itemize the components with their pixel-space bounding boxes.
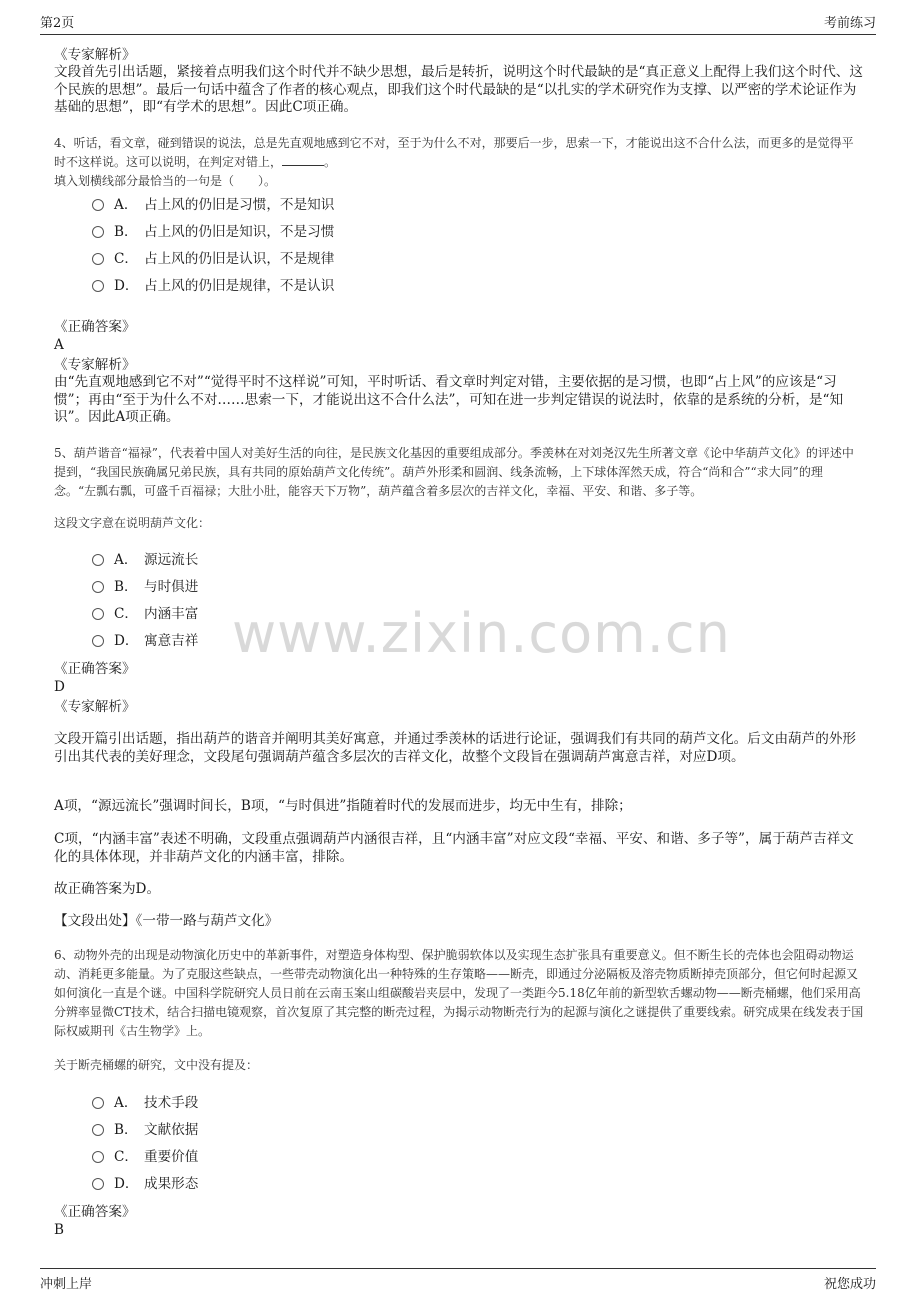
analysis-paragraph: C项，“内涵丰富”表述不明确，文段重点强调葫芦内涵很吉祥，且“内涵丰富”对应文段“幸福、平安、和谐、多子等”，属于葫芦吉祥文化的具体体现，并非葫芦文化的内涵丰富，排除。 — [54, 831, 854, 865]
radio-icon[interactable] — [92, 253, 104, 265]
radio-icon[interactable] — [92, 608, 104, 620]
answer-value: D — [54, 679, 65, 695]
question-5-stem: 5、葫芦谐音“福禄”，代表着中国人对美好生活的向往，是民族文化基因的重要组成部分。季羡林在对刘尧汉先生所著文章《论中华葫芦文化》的评述中提到，“我国民族确属兄弟民族，具有共同的原始葫芦文化传统”。葫芦外形柔和圆润、线条流畅，上下球体浑然天成，符合“尚和合”“求大同”的理念。“左瓢右瓢，可盛千百福禄；大肚小肚，能容天下万物”，葫芦蕴含着多层次的吉祥文化，幸福、平安、和谐、多子等。 — [54, 446, 854, 498]
radio-icon[interactable] — [92, 581, 104, 593]
radio-icon[interactable] — [92, 1097, 104, 1109]
question-4-prompt: 填入划横线部分最恰当的一句是（ ）。 — [54, 174, 277, 188]
footer-left-text: 冲刺上岸 — [40, 1277, 93, 1292]
question-4-stem: 4、听话，看文章，碰到错误的说法，总是先直观地感到它不对，至于为什么不对，那要后一步，思索一下，才能说出这不合什么法，而更多的是觉得平时不这样说。这可以说明，在判定对错上， 。 — [54, 136, 854, 169]
answer-tag: 《正确答案》 — [54, 1204, 136, 1220]
analysis-paragraph: A项，“源远流长”强调时间长，B项，“与时俱进”指随着时代的发展而进步，均无中生有，排除； — [54, 798, 632, 814]
analysis-tag: 《专家解析》 — [54, 47, 136, 63]
analysis-text: 由“先直观地感到它不对”“觉得平时不这样说”可知，平时听话、看文章时判定对错，主要依据的是习惯，也即“占上风”的应该是“习惯”；再由“至于为什么不对……思索一下，才能说出这不合什么法”，可知在进一步判定错误的说法时，依靠的是系统的分析，是“知识”。因此A项正确。 — [54, 374, 844, 425]
option-b[interactable]: B． 占上风的仍旧是知识，不是习惯 — [92, 223, 334, 241]
option-a[interactable]: A． 技术手段 — [92, 1094, 198, 1112]
option-d[interactable]: D． 寓意吉祥 — [92, 632, 198, 650]
page-header — [40, 0, 876, 35]
analysis-tag: 《专家解析》 — [54, 357, 136, 373]
radio-icon[interactable] — [92, 280, 104, 292]
radio-icon[interactable] — [92, 1151, 104, 1163]
option-b[interactable]: B． 文献依据 — [92, 1121, 198, 1139]
option-d[interactable]: D． 成果形态 — [92, 1175, 198, 1193]
answer-value: A — [54, 337, 64, 353]
answer-tag: 《正确答案》 — [54, 661, 136, 677]
watermark: www.zixin.com.cn — [232, 602, 731, 665]
analysis-paragraph: 故正确答案为D。 — [54, 881, 161, 897]
option-c[interactable]: C． 占上风的仍旧是认识，不是规律 — [92, 250, 334, 268]
radio-icon[interactable] — [92, 226, 104, 238]
radio-icon[interactable] — [92, 635, 104, 647]
source-note: 【文段出处】《一带一路与葫芦文化》 — [54, 913, 279, 929]
question-6-stem: 6、动物外壳的出现是动物演化历史中的革新事件，对塑造身体构型、保护脆弱软体以及实现生态扩张具有重要意义。但不断生长的壳体也会阻碍动物运动、消耗更多能量。为了克服这些缺点，一些带壳动物演化出一种特殊的生存策略——断壳，即通过分泌隔板及溶壳物质断掉壳顶部分，但它何时起源又如何演化一直是个谜。中国科学院研究人员日前在云南玉案山组碳酸岩夹层中，发现了一类距今5.18亿年前的新型软舌螺动物——断壳桶螺，他们采用高分辨率显微CT技术，结合扫描电镜观察，首次复原了其完整的断壳过程，为揭示动物断壳行为的起源与演化之谜提供了重要线索。研究成果在线发表于国际权威期刊《古生物学》上。 — [54, 948, 864, 1038]
option-c[interactable]: C． 重要价值 — [92, 1148, 198, 1166]
option-a[interactable]: A． 源远流长 — [92, 551, 198, 569]
page-number: 第2页 — [40, 16, 75, 31]
option-a[interactable]: A． 占上风的仍旧是习惯，不是知识 — [92, 196, 334, 214]
option-c[interactable]: C． 内涵丰富 — [92, 605, 198, 623]
answer-tag: 《正确答案》 — [54, 319, 136, 335]
radio-icon[interactable] — [92, 554, 104, 566]
option-b[interactable]: B． 与时俱进 — [92, 578, 198, 596]
radio-icon[interactable] — [92, 1178, 104, 1190]
header-title: 考前练习 — [823, 16, 876, 31]
page-footer — [40, 1268, 876, 1303]
question-5-prompt: 这段文字意在说明葫芦文化： — [54, 516, 211, 530]
radio-icon[interactable] — [92, 1124, 104, 1136]
footer-right-text: 祝您成功 — [823, 1277, 876, 1292]
analysis-text: 文段首先引出话题，紧接着点明我们这个时代并不缺少思想，最后是转折，说明这个时代最缺的是“真正意义上配得上我们这个时代、这个民族的思想”。最后一句话中蕴含了作者的核心观点，即我们这个时代最缺的是“以扎实的学术研究作为支撑、以严密的学术论证作为基础的思想”，即“有学术的思想”。因此C项正确。 — [54, 64, 863, 115]
answer-value: B — [54, 1222, 64, 1238]
analysis-paragraph: 文段开篇引出话题，指出葫芦的谐音并阐明其美好寓意，并通过季羡林的话进行论证，强调我们有共同的葫芦文化。后文由葫芦的外形引出其代表的美好理念，文段尾句强调葫芦蕴含多层次的吉祥文化，故整个文段旨在强调葫芦寓意吉祥，对应D项。 — [54, 731, 857, 765]
option-d[interactable]: D． 占上风的仍旧是规律，不是认识 — [92, 277, 334, 295]
fill-blank — [282, 165, 324, 166]
question-6-prompt: 关于断壳桶螺的研究，文中没有提及： — [54, 1058, 259, 1072]
radio-icon[interactable] — [92, 199, 104, 211]
analysis-tag: 《专家解析》 — [54, 699, 136, 715]
